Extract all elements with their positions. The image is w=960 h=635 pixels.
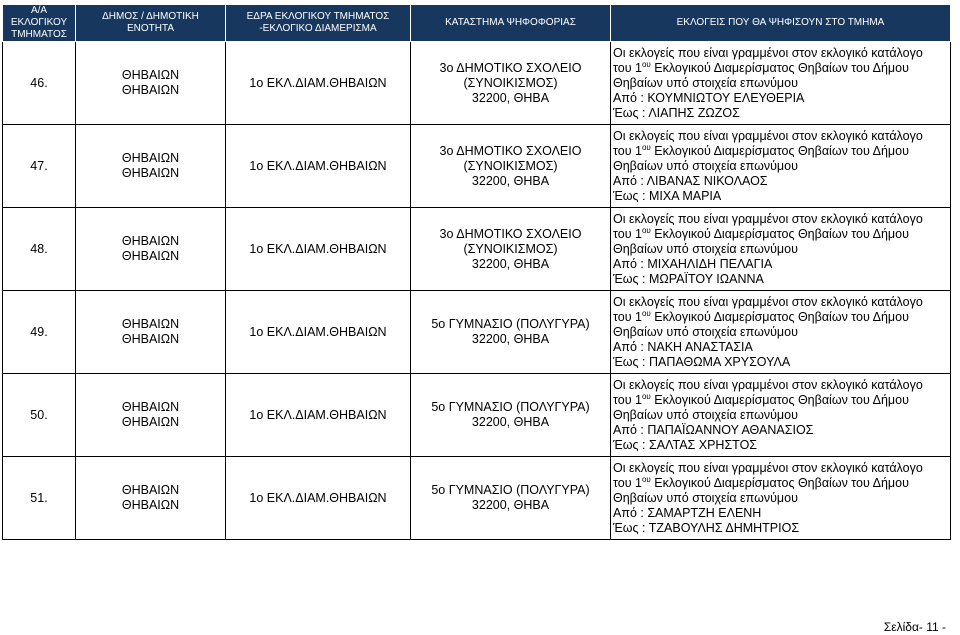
voters-from: Από : ΣΑΜΑΡΤΖΗ ΕΛΕΝΗ [613, 505, 762, 520]
unit-line: ΘΗΒΑΙΩΝ [121, 415, 180, 429]
header-municipality: ΔΗΜΟΣ / ΔΗΜΟΤΙΚΗ ΕΝΟΤΗΤΑ [76, 5, 226, 42]
voters-to: Έως : ΠΑΠΑΘΩΜΑ ΧΡΥΣΟΥΛΑ [613, 354, 791, 369]
voters-to: Έως : ΛΙΑΠΗΣ ΖΩΖΟΣ [613, 105, 740, 120]
header-seat: ΕΔΡΑ ΕΚΛΟΓΙΚΟΥ ΤΜΗΜΑΤΟΣ -ΕΚΛΟΓΙΚΟ ΔΙΑΜΕΡΙΣΜΑ [226, 5, 411, 42]
electoral-district-cell: 1ο ΕΚΛ.ΔΙΑΜ.ΘΗΒΑΙΩΝ [226, 457, 411, 540]
municipality-line: ΘΗΒΑΙΩΝ [121, 317, 180, 331]
voters-line-1: Οι εκλογείς που είναι γραμμένοι στον εκλογικό κατάλογο [613, 45, 923, 60]
polling-station-cell [411, 125, 611, 208]
row-number: 49. [3, 291, 76, 374]
station-line: 3ο ΔΗΜΟΤΙΚΟ ΣΧΟΛΕΙΟ [439, 143, 582, 158]
header-num: Α/Α ΕΚΛΟΓΙΚΟΥ ΤΜΗΜΑΤΟΣ [3, 5, 76, 42]
voters-line-2: του $1^{o\upsilon}$ Εκλογικού Διαμερίσματος Θηβαίων του Δήμου [613, 391, 909, 407]
voters-line-3: Θηβαίων υπό στοιχεία επωνύμου [613, 75, 798, 90]
page-number: Σελίδα- 11 - [883, 620, 946, 634]
table-body [3, 42, 951, 540]
station-line: 32200, ΘΗΒΑ [471, 173, 550, 188]
electoral-district-cell: 1ο ΕΚΛ.ΔΙΑΜ.ΘΗΒΑΙΩΝ [226, 291, 411, 374]
voters-from: Από : ΛΙΒΑΝΑΣ ΝΙΚΟΛΑΟΣ [613, 173, 768, 188]
municipality-line: ΘΗΒΑΙΩΝ [121, 400, 180, 414]
voters-cell [611, 291, 951, 374]
unit-line: ΘΗΒΑΙΩΝ [121, 332, 180, 346]
voters-from: Από : ΝΑΚΗ ΑΝΑΣΤΑΣΙΑ [613, 339, 753, 354]
row-number: 46. [3, 42, 76, 125]
voters-cell [611, 374, 951, 457]
voters-to: Έως : ΜΙΧΑ ΜΑΡΙΑ [613, 188, 722, 203]
table-header-row [3, 5, 951, 42]
voters-line-1: Οι εκλογείς που είναι γραμμένοι στον εκλογικό κατάλογο [613, 460, 923, 475]
unit-line: ΘΗΒΑΙΩΝ [121, 249, 180, 263]
voters-line-1: Οι εκλογείς που είναι γραμμένοι στον εκλογικό κατάλογο [613, 211, 923, 226]
table-row [3, 42, 951, 125]
station-line: (ΣΥΝΟΙΚΙΣΜΟΣ) [463, 75, 558, 90]
voters-cell [611, 125, 951, 208]
voters-to: Έως : ΤΖΑΒΟΥΛΗΣ ΔΗΜΗΤΡΙΟΣ [613, 520, 800, 535]
unit-line: ΘΗΒΑΙΩΝ [121, 166, 180, 180]
voters-from: Από : ΠΑΠΑΪΩΑΝΝΟΥ ΑΘΑΝΑΣΙΟΣ [613, 422, 814, 437]
voters-from: Από : ΚΟΥΜΝΙΩΤΟΥ ΕΛΕΥΘΕΡΙΑ [613, 90, 805, 105]
electoral-district-cell: 1ο ΕΚΛ.ΔΙΑΜ.ΘΗΒΑΙΩΝ [226, 374, 411, 457]
polling-stations-table [2, 4, 951, 540]
voters-line-3: Θηβαίων υπό στοιχεία επωνύμου [613, 490, 798, 505]
municipality-cell [76, 42, 226, 125]
station-line: 32200, ΘΗΒΑ [471, 332, 550, 346]
station-line: 32200, ΘΗΒΑ [471, 256, 550, 271]
municipality-line: ΘΗΒΑΙΩΝ [121, 151, 180, 165]
voters-line-2: του $1^{o\upsilon}$ Εκλογικού Διαμερίσματος Θηβαίων του Δήμου [613, 225, 909, 241]
station-line: 5ο ΓΥΜΝΑΣΙΟ (ΠΟΛΥΓΥΡΑ) [431, 400, 590, 414]
polling-station-cell [411, 42, 611, 125]
voters-line-3: Θηβαίων υπό στοιχεία επωνύμου [613, 407, 798, 422]
voters-cell [611, 208, 951, 291]
voters-line-1: Οι εκλογείς που είναι γραμμένοι στον εκλογικό κατάλογο [613, 294, 923, 309]
station-line: 32200, ΘΗΒΑ [471, 415, 550, 429]
polling-station-cell [411, 208, 611, 291]
table-row [3, 208, 951, 291]
unit-line: ΘΗΒΑΙΩΝ [121, 498, 180, 512]
polling-station-cell [411, 374, 611, 457]
voters-line-3: Θηβαίων υπό στοιχεία επωνύμου [613, 241, 798, 256]
row-number: 50. [3, 374, 76, 457]
voters-to: Έως : ΣΑΛΤΑΣ ΧΡΗΣΤΟΣ [613, 437, 758, 452]
voters-line-2: του $1^{o\upsilon}$ Εκλογικού Διαμερίσματος Θηβαίων του Δήμου [613, 308, 909, 324]
voters-cell [611, 457, 951, 540]
unit-line: ΘΗΒΑΙΩΝ [121, 83, 180, 97]
station-line: 5ο ΓΥΜΝΑΣΙΟ (ΠΟΛΥΓΥΡΑ) [431, 483, 590, 497]
voters-to: Έως : ΜΩΡΑΪΤΟΥ ΙΩΑΝΝΑ [613, 271, 764, 286]
municipality-line: ΘΗΒΑΙΩΝ [121, 483, 180, 497]
voters-cell [611, 42, 951, 125]
voters-line-3: Θηβαίων υπό στοιχεία επωνύμου [613, 158, 798, 173]
electoral-district-cell: 1ο ΕΚΛ.ΔΙΑΜ.ΘΗΒΑΙΩΝ [226, 125, 411, 208]
table-row [3, 457, 951, 540]
municipality-cell [76, 208, 226, 291]
electoral-district-cell: 1ο ΕΚΛ.ΔΙΑΜ.ΘΗΒΑΙΩΝ [226, 208, 411, 291]
voters-line-1: Οι εκλογείς που είναι γραμμένοι στον εκλογικό κατάλογο [613, 128, 923, 143]
station-line: (ΣΥΝΟΙΚΙΣΜΟΣ) [463, 241, 558, 256]
station-line: 32200, ΘΗΒΑ [471, 90, 550, 105]
polling-station-cell [411, 291, 611, 374]
station-line: 3ο ΔΗΜΟΤΙΚΟ ΣΧΟΛΕΙΟ [439, 60, 582, 75]
municipality-line: ΘΗΒΑΙΩΝ [121, 234, 180, 248]
municipality-cell [76, 125, 226, 208]
station-line: 3ο ΔΗΜΟΤΙΚΟ ΣΧΟΛΕΙΟ [439, 226, 582, 241]
voters-from: Από : ΜΙΧΑΗΛΙΔΗ ΠΕΛΑΓΙΑ [613, 256, 773, 271]
polling-station-cell [411, 457, 611, 540]
table-row [3, 374, 951, 457]
voters-line-2: του $1^{o\upsilon}$ Εκλογικού Διαμερίσματος Θηβαίων του Δήμου [613, 474, 909, 490]
station-line: 32200, ΘΗΒΑ [471, 498, 550, 512]
row-number: 47. [3, 125, 76, 208]
station-line: 5ο ΓΥΜΝΑΣΙΟ (ΠΟΛΥΓΥΡΑ) [431, 317, 590, 331]
row-number: 48. [3, 208, 76, 291]
municipality-line: ΘΗΒΑΙΩΝ [121, 68, 180, 82]
municipality-cell [76, 374, 226, 457]
voters-line-2: του $1^{o\upsilon}$ Εκλογικού Διαμερίσματος Θηβαίων του Δήμου [613, 59, 909, 75]
voters-line-2: του $1^{o\upsilon}$ Εκλογικού Διαμερίσματος Θηβαίων του Δήμου [613, 142, 909, 158]
header-voters: ΕΚΛΟΓΕΙΣ ΠΟΥ ΘΑ ΨΗΦΙΣΟΥΝ ΣΤΟ ΤΜΗΜΑ [611, 5, 951, 42]
municipality-cell [76, 291, 226, 374]
voters-line-3: Θηβαίων υπό στοιχεία επωνύμου [613, 324, 798, 339]
electoral-district-cell: 1ο ΕΚΛ.ΔΙΑΜ.ΘΗΒΑΙΩΝ [226, 42, 411, 125]
table-row [3, 291, 951, 374]
voters-line-1: Οι εκλογείς που είναι γραμμένοι στον εκλογικό κατάλογο [613, 377, 923, 392]
municipality-cell [76, 457, 226, 540]
station-line: (ΣΥΝΟΙΚΙΣΜΟΣ) [463, 158, 558, 173]
header-store: ΚΑΤΑΣΤΗΜΑ ΨΗΦΟΦΟΡΙΑΣ [411, 5, 611, 42]
row-number: 51. [3, 457, 76, 540]
table-row [3, 125, 951, 208]
